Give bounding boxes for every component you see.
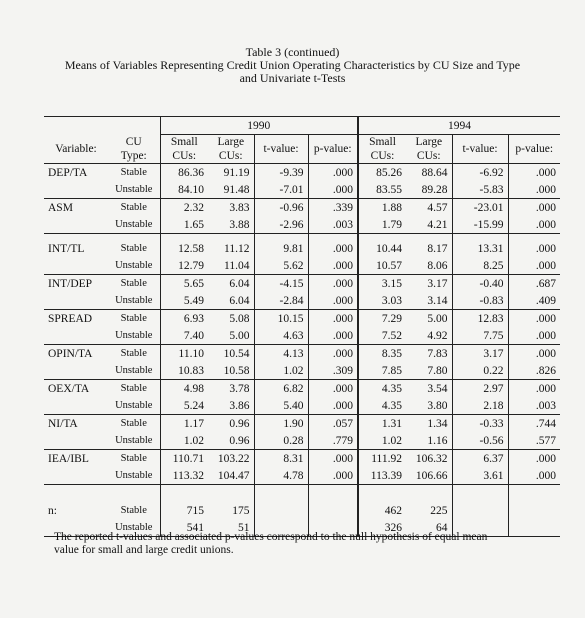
value-cell: 0.96 <box>208 415 254 433</box>
value-cell: .000 <box>508 216 560 234</box>
value-cell: 5.00 <box>406 310 452 328</box>
value-cell: 10.54 <box>208 345 254 363</box>
value-cell: .409 <box>508 292 560 310</box>
table-row <box>44 397 560 415</box>
value-cell: 10.15 <box>254 310 308 328</box>
value-cell: .000 <box>508 234 560 258</box>
table-row <box>44 362 560 380</box>
cu-type-header: CU Type: <box>120 135 147 162</box>
large-cus-header-1990: Large CUs: <box>217 136 245 162</box>
value-cell: 13.31 <box>452 234 508 258</box>
cu-type-cell: Unstable <box>115 434 153 446</box>
small-cus-header-1990: Small CUs: <box>160 135 208 164</box>
value-cell: 3.17 <box>452 345 508 363</box>
value-cell: .000 <box>308 234 358 258</box>
variable-name: OEX/TA <box>44 380 108 398</box>
value-cell: 4.35 <box>358 397 406 415</box>
value-cell: 4.35 <box>358 380 406 398</box>
value-cell: .000 <box>508 345 560 363</box>
cu-type-cell: Unstable <box>115 469 153 481</box>
table-row <box>44 380 560 398</box>
spacer-row <box>44 485 560 503</box>
cu-type-cell: Unstable <box>115 259 153 271</box>
variable-name: n: <box>48 504 57 517</box>
value-cell: 10.83 <box>160 362 208 380</box>
value-cell: -7.01 <box>254 181 308 199</box>
value-cell: 111.92 <box>358 450 406 468</box>
value-cell: -2.96 <box>254 216 308 234</box>
value-cell: 1.90 <box>254 415 308 433</box>
value-cell: .000 <box>508 467 560 485</box>
value-cell: 3.15 <box>358 275 406 293</box>
value-cell: 104.47 <box>217 469 250 482</box>
value-cell: 0.96 <box>229 434 250 447</box>
value-cell: 88.64 <box>406 164 452 182</box>
value-cell: 715 <box>160 502 208 519</box>
value-cell: .000 <box>508 450 560 468</box>
value-cell: .000 <box>308 257 358 275</box>
year-header-row <box>44 117 560 135</box>
table-row <box>44 415 560 433</box>
cu-type-cell: Stable <box>108 345 160 363</box>
table-row <box>44 345 560 363</box>
value-cell: 7.29 <box>358 310 406 328</box>
variable-name: ASM <box>44 199 108 217</box>
value-cell: .779 <box>308 432 358 450</box>
table-row <box>44 327 560 345</box>
table-row <box>44 257 560 275</box>
table-row <box>44 181 560 199</box>
value-cell: 2.18 <box>452 397 508 415</box>
value-cell: -15.99 <box>452 216 508 234</box>
table-row <box>44 275 560 293</box>
variable-header: Variable: <box>55 142 97 155</box>
value-cell: 2.32 <box>160 199 208 217</box>
value-cell: 103.22 <box>208 450 254 468</box>
value-cell: 5.62 <box>254 257 308 275</box>
value-cell: 3.17 <box>406 275 452 293</box>
value-cell: -9.39 <box>254 164 308 182</box>
variable-name: OPIN/TA <box>44 345 108 363</box>
pvalue-header-1994: p-value: <box>508 135 560 164</box>
value-cell: .687 <box>508 275 560 293</box>
variable-name: DEP/TA <box>44 164 108 182</box>
value-cell: 0.28 <box>254 432 308 450</box>
value-cell: 51 <box>208 519 254 537</box>
variable-name <box>44 292 108 310</box>
small-cus-header-1994: Small CUs: <box>358 135 406 164</box>
value-cell: .000 <box>508 310 560 328</box>
value-cell: 326 <box>358 519 406 537</box>
value-cell: 8.17 <box>406 234 452 258</box>
value-cell: 3.80 <box>427 399 448 412</box>
variable-name: IEA/IBL <box>44 450 108 468</box>
year-1990: 1990 <box>160 117 358 135</box>
value-cell: -23.01 <box>452 199 508 217</box>
value-cell: 1.02 <box>160 432 208 450</box>
table-row <box>44 292 560 310</box>
value-cell: 5.08 <box>208 310 254 328</box>
value-cell: 8.35 <box>358 345 406 363</box>
large-cus-header-1994: Large CUs: <box>415 136 443 162</box>
value-cell: .000 <box>508 164 560 182</box>
value-cell: 7.80 <box>427 364 448 377</box>
variable-name: NI/TA <box>44 415 108 433</box>
value-cell: .000 <box>308 310 358 328</box>
value-cell <box>254 502 308 519</box>
cu-type-cell: Unstable <box>108 519 160 537</box>
value-cell <box>508 502 560 519</box>
value-cell: 3.88 <box>229 218 250 231</box>
value-cell: 12.83 <box>452 310 508 328</box>
value-cell: .000 <box>508 257 560 275</box>
value-cell: .000 <box>308 467 358 485</box>
value-cell: 83.55 <box>358 181 406 199</box>
value-cell: 462 <box>358 502 406 519</box>
value-cell: 5.65 <box>160 275 208 293</box>
value-cell: 6.93 <box>160 310 208 328</box>
variable-name <box>44 181 108 199</box>
table-row <box>44 467 560 485</box>
value-cell: .000 <box>308 345 358 363</box>
value-cell: 175 <box>232 504 250 517</box>
value-cell: -0.33 <box>452 415 508 433</box>
table-row <box>44 450 560 468</box>
value-cell: .000 <box>508 181 560 199</box>
value-cell: 5.49 <box>160 292 208 310</box>
value-cell: 5.00 <box>229 329 250 342</box>
value-cell: 6.04 <box>229 294 250 307</box>
value-cell: -0.56 <box>452 432 508 450</box>
cu-type-cell: Unstable <box>115 399 153 411</box>
value-cell: 5.40 <box>254 397 308 415</box>
value-cell: 4.57 <box>406 199 452 217</box>
year-1994: 1994 <box>358 117 560 135</box>
cu-type-cell: Unstable <box>115 329 153 341</box>
value-cell: 1.16 <box>427 434 448 447</box>
variable-name: SPREAD <box>44 310 108 328</box>
column-header-row <box>44 135 560 164</box>
value-cell: 3.61 <box>452 467 508 485</box>
table-subtitle-cont: and Univariate t-Tests <box>239 71 346 85</box>
variable-name <box>44 432 108 450</box>
value-cell: 9.81 <box>254 234 308 258</box>
value-cell: 106.32 <box>406 450 452 468</box>
value-cell: -4.15 <box>254 275 308 293</box>
value-cell: -6.92 <box>452 164 508 182</box>
value-cell: -2.84 <box>254 292 308 310</box>
cu-type-cell: Unstable <box>115 218 153 230</box>
value-cell: 0.22 <box>452 362 508 380</box>
value-cell: .000 <box>308 275 358 293</box>
value-cell: 5.24 <box>160 397 208 415</box>
cu-type-cell: Stable <box>108 415 160 433</box>
tvalue-header-1994: t-value: <box>452 135 508 164</box>
value-cell: 3.86 <box>229 399 250 412</box>
table-row <box>44 310 560 328</box>
value-cell: 10.58 <box>223 364 250 377</box>
pvalue-header-1990: p-value: <box>308 135 358 164</box>
value-cell: 1.17 <box>160 415 208 433</box>
cu-type-cell: Unstable <box>115 364 153 376</box>
value-cell: 3.83 <box>208 199 254 217</box>
table-row <box>44 199 560 217</box>
variable-name <box>44 216 108 234</box>
value-cell: 7.85 <box>358 362 406 380</box>
value-cell: .000 <box>308 164 358 182</box>
value-cell: .000 <box>508 327 560 345</box>
value-cell: 10.44 <box>358 234 406 258</box>
table-row <box>44 432 560 450</box>
cu-type-cell: Stable <box>108 234 160 258</box>
cu-type-cell: Stable <box>108 199 160 217</box>
value-cell: 86.36 <box>160 164 208 182</box>
value-cell: 3.54 <box>406 380 452 398</box>
value-cell <box>452 502 508 519</box>
variable-name <box>44 397 108 415</box>
cu-type-cell: Unstable <box>115 183 153 195</box>
value-cell: .744 <box>508 415 560 433</box>
cu-type-cell: Unstable <box>115 294 153 306</box>
value-cell: 1.34 <box>406 415 452 433</box>
table-row <box>44 216 560 234</box>
value-cell: 8.31 <box>254 450 308 468</box>
value-cell: 7.75 <box>452 327 508 345</box>
value-cell: 64 <box>406 519 452 537</box>
value-cell: 6.37 <box>452 450 508 468</box>
value-cell: .000 <box>308 450 358 468</box>
table-row <box>44 164 560 182</box>
value-cell: 106.66 <box>415 469 448 482</box>
data-table <box>44 116 560 537</box>
tvalue-header-1990: t-value: <box>254 135 308 164</box>
variable-name <box>44 257 108 275</box>
value-cell: 4.78 <box>254 467 308 485</box>
value-cell: 8.06 <box>427 259 448 272</box>
value-cell: 1.02 <box>358 432 406 450</box>
value-cell: .003 <box>308 216 358 234</box>
variable-name <box>44 362 108 380</box>
value-cell: .000 <box>308 380 358 398</box>
value-cell: 12.79 <box>160 257 208 275</box>
value-cell: .309 <box>308 362 358 380</box>
value-cell: 4.13 <box>254 345 308 363</box>
value-cell <box>308 502 358 519</box>
variable-name: INT/TL <box>44 234 108 258</box>
value-cell: .826 <box>508 362 560 380</box>
value-cell: 1.88 <box>358 199 406 217</box>
value-cell: 113.32 <box>160 467 208 485</box>
value-cell: 8.25 <box>452 257 508 275</box>
value-cell: 11.12 <box>208 234 254 258</box>
footnote-line-1: The reported t-values and associated p-values correspond to the null hypothesis of equal mean <box>54 531 488 543</box>
value-cell: 7.83 <box>406 345 452 363</box>
value-cell: .000 <box>308 181 358 199</box>
value-cell: 4.63 <box>254 327 308 345</box>
cu-type-cell: Stable <box>108 310 160 328</box>
value-cell: -0.40 <box>452 275 508 293</box>
value-cell: 1.31 <box>358 415 406 433</box>
footnote <box>54 531 554 557</box>
value-cell: 91.19 <box>208 164 254 182</box>
value-cell: .057 <box>308 415 358 433</box>
value-cell: 1.02 <box>254 362 308 380</box>
footnote-line-2: value for small and large credit unions. <box>54 544 234 556</box>
value-cell: 10.57 <box>358 257 406 275</box>
value-cell: 541 <box>160 519 208 537</box>
value-cell: 4.98 <box>160 380 208 398</box>
variable-name <box>44 467 108 485</box>
cu-type-cell: Stable <box>108 275 160 293</box>
value-cell: 225 <box>430 504 448 517</box>
value-cell: .000 <box>308 292 358 310</box>
value-cell: 110.71 <box>160 450 208 468</box>
value-cell: 1.65 <box>160 216 208 234</box>
value-cell: -0.83 <box>452 292 508 310</box>
value-cell: 3.14 <box>427 294 448 307</box>
value-cell: .339 <box>308 199 358 217</box>
value-cell: 4.21 <box>427 218 448 231</box>
value-cell: 113.39 <box>358 467 406 485</box>
value-cell: 12.58 <box>160 234 208 258</box>
cu-type-cell: Stable <box>108 450 160 468</box>
value-cell: 11.10 <box>160 345 208 363</box>
table-row <box>44 502 560 519</box>
cu-type-cell: Stable <box>120 504 147 516</box>
value-cell: .003 <box>508 397 560 415</box>
value-cell: 85.26 <box>358 164 406 182</box>
value-cell: 4.92 <box>427 329 448 342</box>
value-cell: 2.97 <box>452 380 508 398</box>
table-row <box>44 234 560 258</box>
table-caption <box>0 46 585 85</box>
cu-type-cell: Stable <box>108 380 160 398</box>
value-cell: 6.04 <box>208 275 254 293</box>
value-cell: .000 <box>308 397 358 415</box>
value-cell: -5.83 <box>452 181 508 199</box>
value-cell: 89.28 <box>421 183 448 196</box>
value-cell: 1.79 <box>358 216 406 234</box>
value-cell: .000 <box>508 199 560 217</box>
value-cell: 7.52 <box>358 327 406 345</box>
value-cell: 6.82 <box>254 380 308 398</box>
value-cell: 11.04 <box>224 259 250 272</box>
value-cell: 91.48 <box>223 183 250 196</box>
value-cell: 3.03 <box>358 292 406 310</box>
table-title: Table 3 (continued) <box>245 45 340 59</box>
value-cell: 84.10 <box>160 181 208 199</box>
cu-type-cell: Stable <box>108 164 160 182</box>
value-cell: 7.40 <box>160 327 208 345</box>
value-cell: .577 <box>508 432 560 450</box>
variable-name <box>44 327 108 345</box>
value-cell: 3.78 <box>208 380 254 398</box>
variable-name: INT/DEP <box>44 275 108 293</box>
value-cell: -0.96 <box>254 199 308 217</box>
value-cell: .000 <box>508 380 560 398</box>
table-subtitle: Means of Variables Representing Credit Union Operating Characteristics by CU Size and Type <box>64 58 521 72</box>
value-cell: .000 <box>308 327 358 345</box>
